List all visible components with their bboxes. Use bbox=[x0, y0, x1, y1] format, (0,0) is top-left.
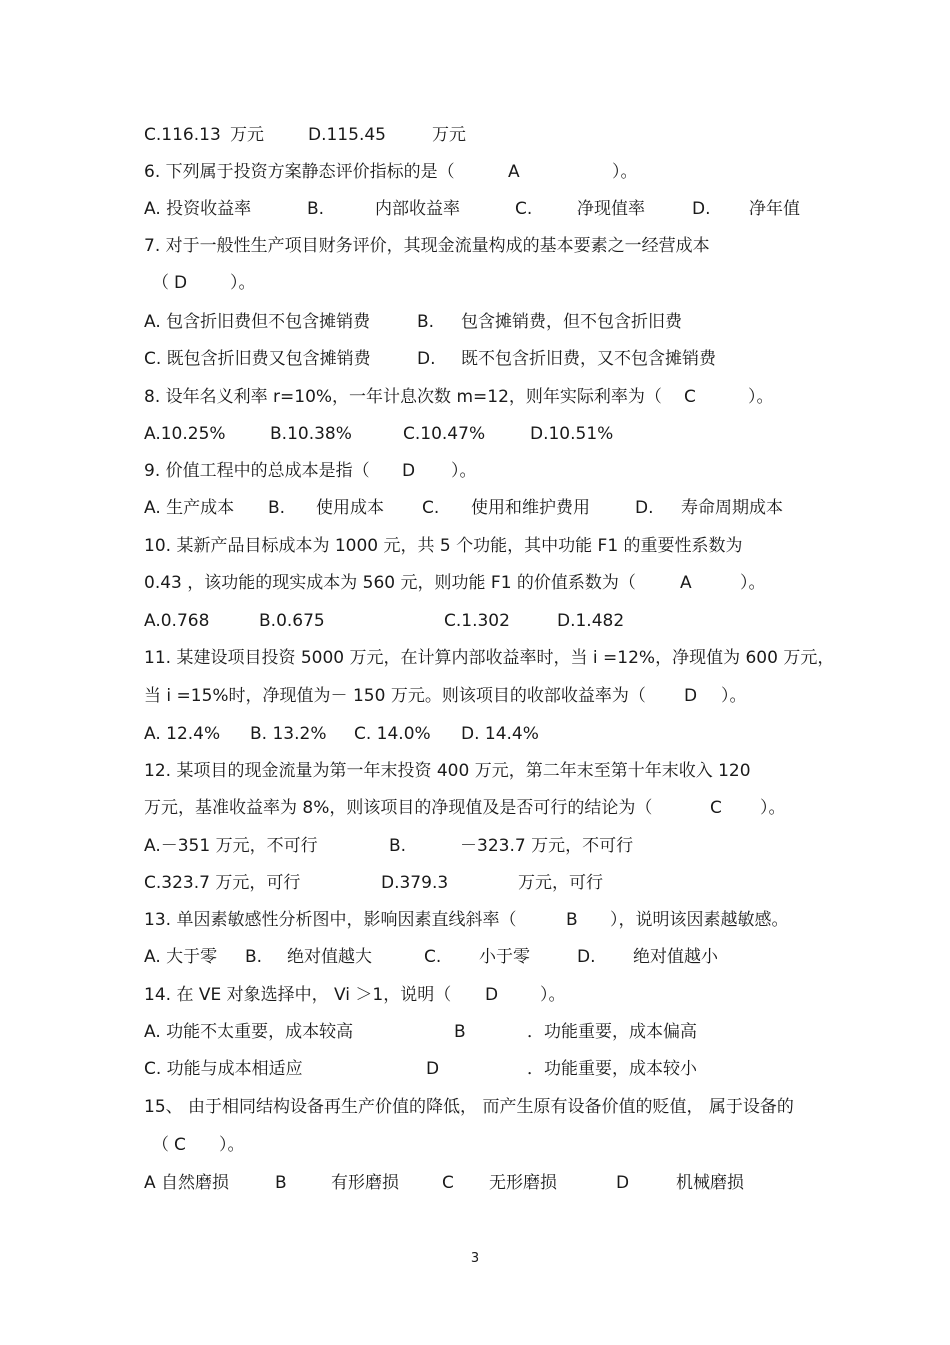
text-segment: 万元，基准收益率为 8%，则该项目的净现值及是否可行的结论为（ bbox=[144, 798, 653, 818]
text-segment: C bbox=[684, 387, 696, 407]
text-segment: （ bbox=[152, 1135, 169, 1155]
text-segment: D bbox=[616, 1173, 630, 1193]
text-segment: ）。 bbox=[612, 162, 638, 182]
text-segment: ）。 bbox=[748, 387, 774, 407]
text-segment: C bbox=[174, 1135, 186, 1155]
text-segment: A. 生产成本 bbox=[144, 498, 235, 518]
text-segment: D.379.3 bbox=[381, 873, 449, 893]
text-segment: 9. 价值工程中的总成本是指（ bbox=[144, 461, 370, 481]
text-segment: C. 功能与成本相适应 bbox=[144, 1059, 303, 1079]
text-segment: D bbox=[402, 461, 416, 481]
text-segment: A. 大于零 bbox=[144, 947, 218, 967]
text-segment: B bbox=[275, 1173, 287, 1193]
text-segment: 寿命周期成本 bbox=[681, 498, 783, 518]
text-segment: B. bbox=[307, 199, 325, 219]
text-segment: 13. 单因素敏感性分析图中，影响因素直线斜率（ bbox=[144, 910, 517, 930]
text-segment: 万元 bbox=[432, 125, 466, 145]
text-segment: 机械磨损 bbox=[676, 1173, 744, 1193]
text-segment: C. bbox=[422, 498, 440, 518]
text-segment: ）。 bbox=[219, 1135, 245, 1155]
text-segment: B. 13.2% bbox=[250, 724, 327, 744]
text-segment: A. 包含折旧费但不包含摊销费 bbox=[144, 312, 371, 332]
text-segment: 小于零 bbox=[479, 947, 530, 967]
text-segment: B bbox=[454, 1022, 466, 1042]
text-segment: 10. 某新产品目标成本为 1000 元，共 5 个功能，其中功能 F1 的重要性系数为 bbox=[144, 536, 743, 556]
text-segment: D bbox=[684, 686, 698, 706]
text-segment: 15、 由于相同结构设备再生产价值的降低， 而产生原有设备价值的贬值， 属于设备的 bbox=[144, 1097, 794, 1117]
text-segment: D.10.51% bbox=[530, 424, 614, 444]
text-segment: C.1.302 bbox=[444, 611, 510, 631]
text-segment: B. bbox=[417, 312, 435, 332]
text-segment: A bbox=[680, 573, 692, 593]
text-segment: C bbox=[442, 1173, 454, 1193]
text-segment: 绝对值越小 bbox=[633, 947, 718, 967]
text-segment: D. bbox=[692, 199, 711, 219]
text-segment: 包含摊销费，但不包含折旧费 bbox=[461, 312, 682, 332]
text-segment: 使用和维护费用 bbox=[471, 498, 590, 518]
text-segment: ）。 bbox=[740, 573, 766, 593]
text-segment: 使用成本 bbox=[316, 498, 384, 518]
text-segment: D bbox=[485, 985, 499, 1005]
text-segment: D. bbox=[635, 498, 654, 518]
text-segment: ．功能重要，成本较小 bbox=[527, 1059, 697, 1079]
text-segment: C bbox=[710, 798, 722, 818]
text-segment: 万元 bbox=[230, 125, 264, 145]
text-segment: ），说明该因素越敏感。 bbox=[610, 910, 789, 930]
text-segment: C.10.47% bbox=[403, 424, 486, 444]
text-segment: B bbox=[566, 910, 578, 930]
text-segment: 7. 对于一般性生产项目财务评价，其现金流量构成的基本要素之一经营成本 bbox=[144, 236, 710, 256]
text-segment: C.116.13 bbox=[144, 125, 221, 145]
text-segment: 8. 设年名义利率 r=10%，一年计息次数 m=12，则年实际利率为（ bbox=[144, 387, 662, 407]
text-segment: C. 既包含折旧费又包含摊销费 bbox=[144, 349, 371, 369]
text-segment: C. bbox=[424, 947, 442, 967]
text-segment: ）。 bbox=[760, 798, 786, 818]
text-segment: 0.43 ，该功能的现实成本为 560 元，则功能 F1 的价值系数为（ bbox=[144, 573, 636, 593]
text-segment: ）。 bbox=[230, 273, 256, 293]
text-segment: 12. 某项目的现金流量为第一年末投资 400 万元，第二年末至第十年末收入 120 bbox=[144, 761, 751, 781]
text-segment: C.323.7 万元，可行 bbox=[144, 873, 301, 893]
text-segment: B. bbox=[245, 947, 263, 967]
text-segment: 万元，可行 bbox=[518, 873, 603, 893]
text-segment: 内部收益率 bbox=[375, 199, 460, 219]
text-segment: ）。 bbox=[721, 686, 747, 706]
text-segment: B.0.675 bbox=[259, 611, 325, 631]
text-segment: C. bbox=[515, 199, 533, 219]
text-segment: A.10.25% bbox=[144, 424, 226, 444]
text-segment: D. bbox=[577, 947, 596, 967]
text-segment: D bbox=[174, 273, 188, 293]
text-segment: ）。 bbox=[540, 985, 566, 1005]
text-segment: ）。 bbox=[451, 461, 477, 481]
text-segment: A. 功能不太重要，成本较高 bbox=[144, 1022, 354, 1042]
text-segment: 无形磨损 bbox=[489, 1173, 557, 1193]
text-segment: D.1.482 bbox=[557, 611, 625, 631]
text-segment: A 自然磨损 bbox=[144, 1173, 230, 1193]
text-segment: D.115.45 bbox=[308, 125, 386, 145]
text-segment: ．功能重要，成本偏高 bbox=[527, 1022, 697, 1042]
text-segment: D. 14.4% bbox=[461, 724, 539, 744]
text-segment: 11. 某建设项目投资 5000 万元，在计算内部收益率时，当 i =12%，净现值为 600 万元， bbox=[144, 648, 835, 668]
text-segment: 6. 下列属于投资方案静态评价指标的是（ bbox=[144, 162, 455, 182]
text-segment: A. 投资收益率 bbox=[144, 199, 252, 219]
text-segment: 绝对值越大 bbox=[287, 947, 372, 967]
text-segment: C. 14.0% bbox=[354, 724, 431, 744]
page-number: 3 bbox=[470, 1251, 480, 1266]
text-segment: B.10.38% bbox=[270, 424, 352, 444]
text-segment: B. bbox=[268, 498, 286, 518]
text-segment: 当 i =15%时，净现值为－ 150 万元。则该项目的收部收益率为（ bbox=[144, 686, 646, 706]
text-segment: 净年值 bbox=[749, 199, 800, 219]
text-segment: 有形磨损 bbox=[331, 1173, 399, 1193]
text-segment: A. 12.4% bbox=[144, 724, 221, 744]
text-segment: A.0.768 bbox=[144, 611, 210, 631]
text-segment: 14. 在 VE 对象选择中， Vi ＞1，说明（ bbox=[144, 985, 452, 1005]
text-segment: D. bbox=[417, 349, 436, 369]
text-segment: D bbox=[426, 1059, 440, 1079]
text-segment: （ bbox=[152, 273, 169, 293]
text-segment: A bbox=[508, 162, 520, 182]
text-segment: A.－351 万元，不可行 bbox=[144, 836, 318, 856]
text-segment: 净现值率 bbox=[577, 199, 645, 219]
text-segment: 既不包含折旧费，又不包含摊销费 bbox=[461, 349, 716, 369]
text-segment: B. bbox=[389, 836, 407, 856]
text-segment: －323.7 万元，不可行 bbox=[460, 836, 634, 856]
